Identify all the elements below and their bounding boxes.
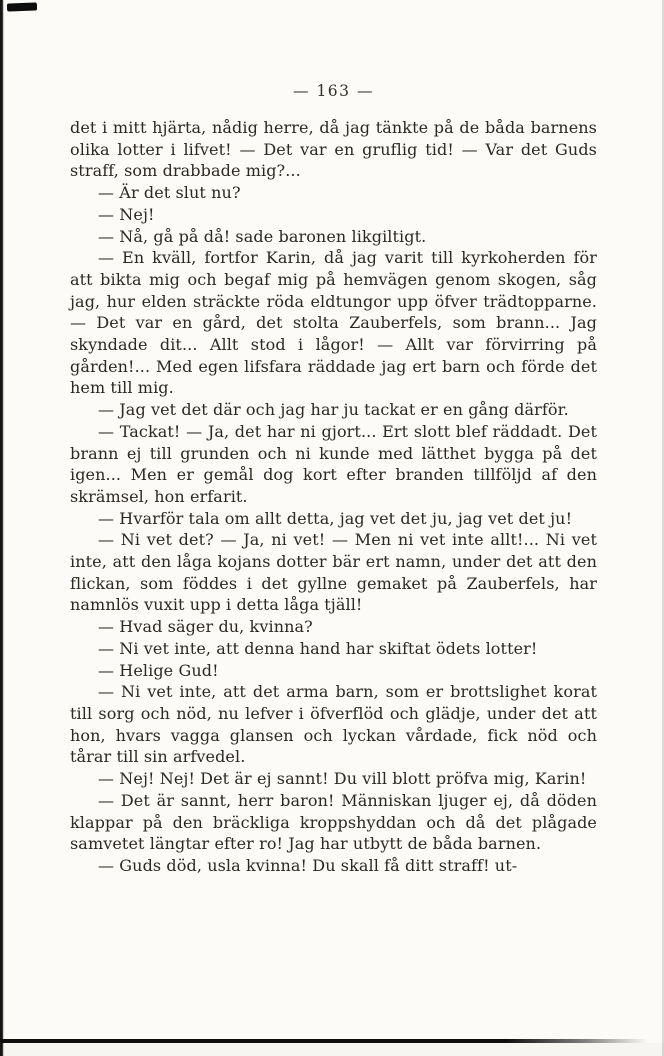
scan-artifact-left-edge	[0, 0, 4, 1056]
paragraph: — Jag vet det där och jag har ju tackat er en gång därför.	[98, 400, 569, 420]
paragraph: det i mitt hjärta, nådig herre, då jag tänkte på de båda barnens olika lotter i lifvet! — Det var en gruflig tid! — Var det Guds straff, som drabbade mig?...	[70, 118, 597, 181]
paragraph: — Hvarför tala om allt detta, jag vet det ju, jag vet det ju!	[98, 508, 573, 528]
paragraph: — Tackat! — Ja, det har ni gjort... Ert slott blef räddadt. Det brann ej till grunden och ni kunde med lätthet bygga på det igen... Men er gemål dog kort efter branden tillföljd af den skrämsel, hon erfarit.	[70, 421, 597, 506]
page-number: — 163 —	[293, 82, 374, 100]
paragraph: — Nå, gå på då! sade baronen likgiltigt.	[98, 226, 427, 246]
paragraph: — Helige Gud!	[98, 660, 219, 680]
paragraph: — Nej! Nej! Det är ej sannt! Du vill blott pröfva mig, Karin!	[98, 769, 587, 789]
paragraph: — Ni vet det? — Ja, ni vet! — Men ni vet inte allt!... Ni vet inte, att den låga kojans dotter bär ert namn, under det att den flickan, som föddes i det gyllne gemaket på Zauberfels, har namnlös vuxit upp i detta låga tjäll!	[70, 530, 597, 615]
paragraph: — Guds död, usla kvinna! Du skall få ditt straff! ut-	[98, 855, 518, 875]
scan-artifact-top-left-mark	[7, 2, 37, 11]
scan-artifact-bottom-edge	[0, 1039, 648, 1043]
text-block	[70, 117, 597, 877]
paragraph: — Ni vet inte, att denna hand har skiftat ödets lotter!	[98, 638, 538, 658]
scan-artifact-bottom-margin	[0, 1043, 664, 1056]
paragraph: — Nej!	[98, 204, 155, 224]
paragraph: — Ni vet inte, att det arma barn, som er brottslighet korat till sorg och nöd, nu lefver i öfverflöd och glädje, under det att hon, hvars vagga glansen och lyckan vårdade, fick nöd och tårar till sin arfvedel.	[70, 682, 597, 767]
paragraph: — Är det slut nu?	[98, 183, 241, 203]
paragraph: — En kväll, fortfor Karin, då jag varit till kyrkoherden för att bikta mig och begaf mig på hemvägen genom skogen, såg jag, hur elden sträckte röda eldtungor upp öfver trädtopparne. — Det var en gård, det stolta Zauberfels, som brann... Jag skyndade dit... Allt stod i lågor! — Allt var förvirring på gården!... Med egen lifsfara räddade jag ert barn och förde det hem till mig.	[70, 248, 597, 398]
paragraph: — Det är sannt, herr baron! Människan ljuger ej, då döden klappar på den bräckliga kroppshyddan och då det plågade samvetet längtar efter ro! Jag har utbytt de båda barnen.	[70, 790, 597, 854]
paragraph: — Hvad säger du, kvinna?	[98, 617, 313, 637]
